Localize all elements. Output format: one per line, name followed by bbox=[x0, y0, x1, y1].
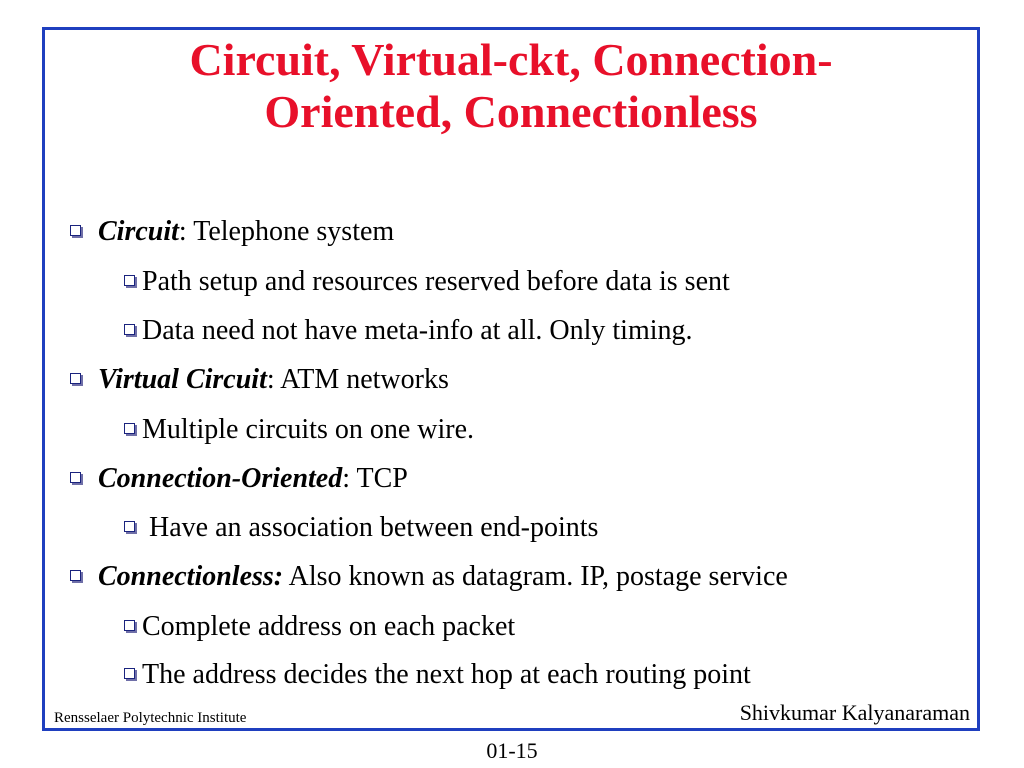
sub-bullet-text: Multiple circuits on one wire. bbox=[142, 414, 475, 445]
sub-bullet-text: Data need not have meta-info at all. Only timing. bbox=[142, 315, 693, 346]
sub-bullet-text: Path setup and resources reserved before data is sent bbox=[142, 266, 730, 297]
title-line-2: Oriented, Connectionless bbox=[264, 86, 758, 137]
bullet-term: Circuit bbox=[98, 216, 179, 247]
sub-bullet-text: Complete address on each packet bbox=[142, 611, 516, 642]
bullet-sep: : bbox=[266, 364, 275, 395]
sub-bullet-text: The address decides the next hop at each routing point bbox=[142, 659, 751, 690]
bullet-term: Connection-Oriented bbox=[98, 463, 343, 494]
bullet-text: Telephone system bbox=[186, 216, 395, 247]
bullet-sep: : bbox=[342, 463, 351, 494]
bullet-term: Virtual Circuit bbox=[98, 364, 267, 395]
title-line-1: Circuit, Virtual-ckt, Connection- bbox=[189, 34, 833, 85]
bullet-term: Connectionless: bbox=[98, 561, 284, 592]
bullet-text: ATM networks bbox=[274, 364, 449, 395]
page-number: 01-15 bbox=[486, 738, 538, 763]
footer-institution: Rensselaer Polytechnic Institute bbox=[54, 710, 247, 726]
bullet-sep: : bbox=[178, 216, 187, 247]
sub-bullet-text: Have an association between end-points bbox=[149, 512, 599, 543]
slide-title bbox=[42, 34, 980, 138]
bullet-text: Also known as datagram. IP, postage service bbox=[283, 561, 788, 592]
bullet-text: TCP bbox=[350, 463, 408, 494]
footer-author: Shivkumar Kalyanaraman bbox=[739, 700, 970, 725]
